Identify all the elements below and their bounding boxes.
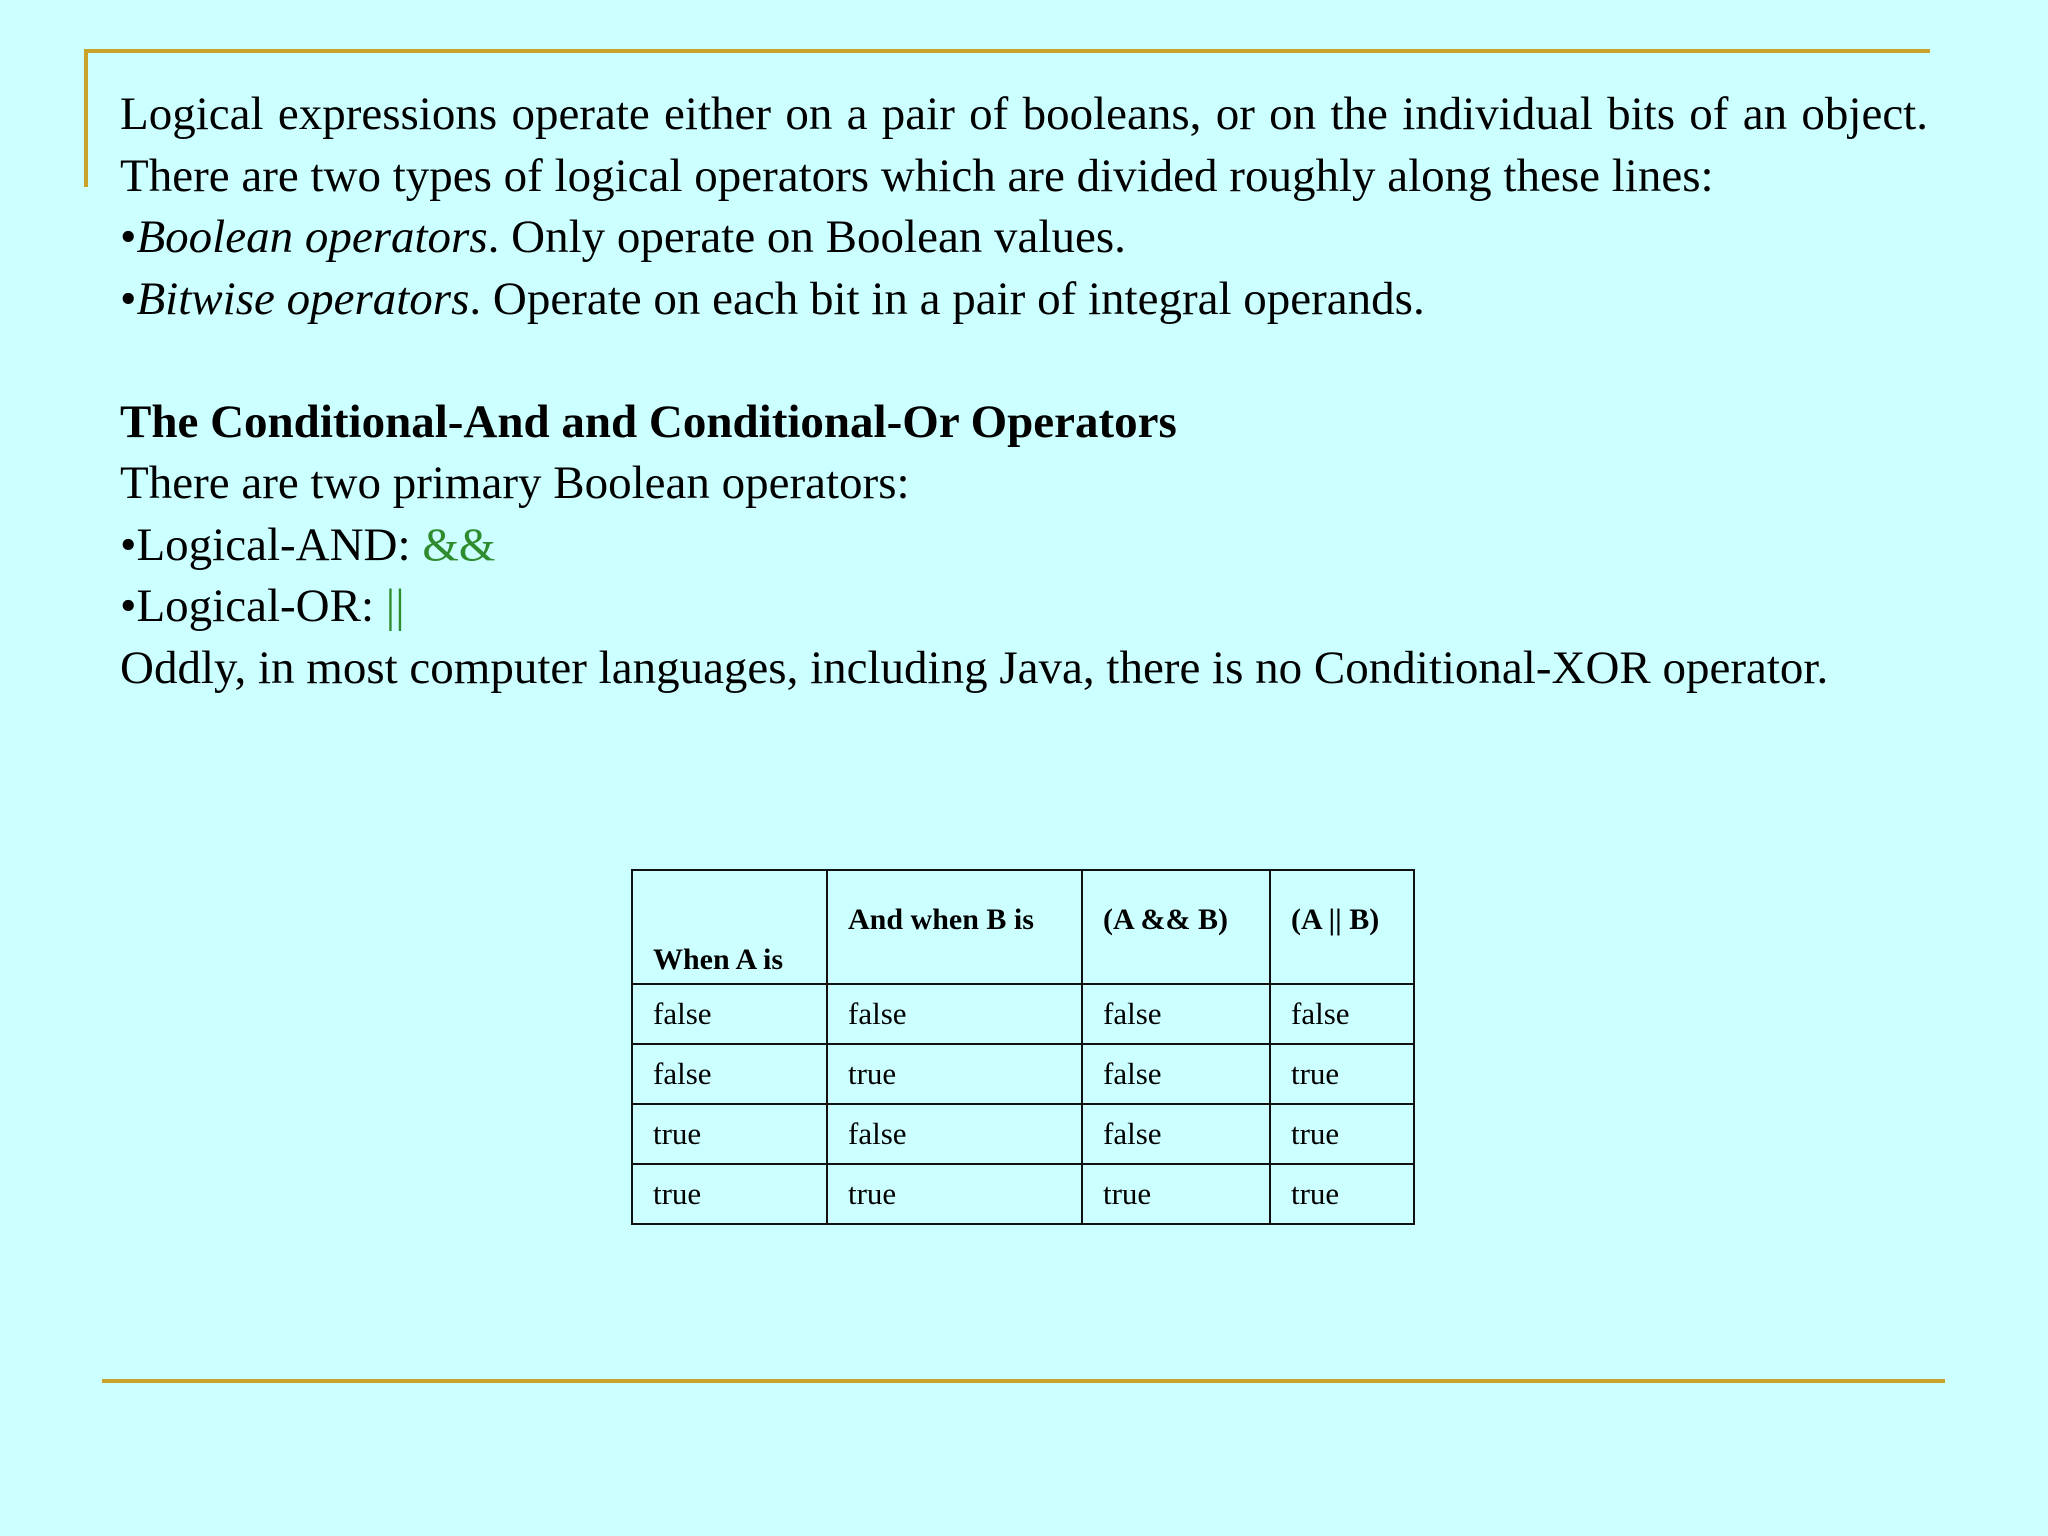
operator-symbol: ||: [385, 580, 405, 632]
table-cell: true: [1270, 1104, 1414, 1164]
table-cell: false: [1270, 984, 1414, 1044]
intro-paragraph: Logical expressions operate either on a pair of booleans, or on the individual bits of an object. There are two types of logical operators which are divided roughly along these lines:: [120, 88, 1928, 202]
left-rule: [84, 49, 88, 187]
truth-table: [631, 869, 1415, 1225]
table-cell: true: [827, 1164, 1082, 1224]
table-cell: true: [1082, 1164, 1270, 1224]
operator-symbol: &&: [422, 518, 496, 571]
section-lead: There are two primary Boolean operators:: [120, 457, 910, 509]
table-row: [632, 1164, 1414, 1224]
table-cell: false: [827, 1104, 1082, 1164]
bullet-logical-or: [120, 576, 1928, 638]
operator-label: Logical-OR:: [136, 580, 386, 632]
bullet-marker: •: [120, 580, 137, 632]
table-cell: false: [632, 1044, 827, 1104]
table-cell: true: [827, 1044, 1082, 1104]
truth-table-container: [631, 869, 1415, 1225]
bullet-term: Bitwise operators: [136, 272, 470, 325]
table-row: [632, 984, 1414, 1044]
bullet-term: Boolean operators: [136, 211, 488, 263]
table-cell: false: [1082, 1104, 1270, 1164]
bullet-bitwise-operators: [120, 269, 1928, 331]
header-a-or-b: (A || B): [1270, 870, 1414, 984]
slide-content: [120, 84, 1928, 699]
table-cell: true: [632, 1104, 827, 1164]
table-cell: true: [1270, 1044, 1414, 1104]
bullet-marker: •: [120, 211, 137, 263]
table-cell: true: [1270, 1164, 1414, 1224]
section-heading: The Conditional-And and Conditional-Or Operators: [120, 395, 1177, 448]
spacer: [120, 330, 1928, 392]
operator-label: Logical-AND:: [136, 518, 423, 571]
header-a-and-b: (A && B): [1082, 870, 1270, 984]
bullet-boolean-operators: [120, 207, 1928, 269]
header-when-a: When A is: [632, 870, 827, 984]
top-rule: [84, 49, 1930, 53]
table-cell: false: [632, 984, 827, 1044]
bullet-marker: •: [120, 272, 137, 325]
bullet-marker: •: [120, 518, 137, 571]
table-row: [632, 1044, 1414, 1104]
table-cell: false: [827, 984, 1082, 1044]
table-row: [632, 1104, 1414, 1164]
bullet-text: . Only operate on Boolean values.: [487, 211, 1126, 263]
header-when-b: And when B is: [827, 870, 1082, 984]
bottom-rule: [102, 1379, 1945, 1383]
table-cell: false: [1082, 1044, 1270, 1104]
bullet-logical-and: [120, 515, 1928, 577]
table-cell: false: [1082, 984, 1270, 1044]
table-cell: true: [632, 1164, 827, 1224]
bullet-text: . Operate on each bit in a pair of integral operands.: [469, 272, 1425, 325]
xor-note: Oddly, in most computer languages, including Java, there is no Conditional-XOR operator.: [120, 641, 1829, 694]
table-header-row: [632, 870, 1414, 984]
